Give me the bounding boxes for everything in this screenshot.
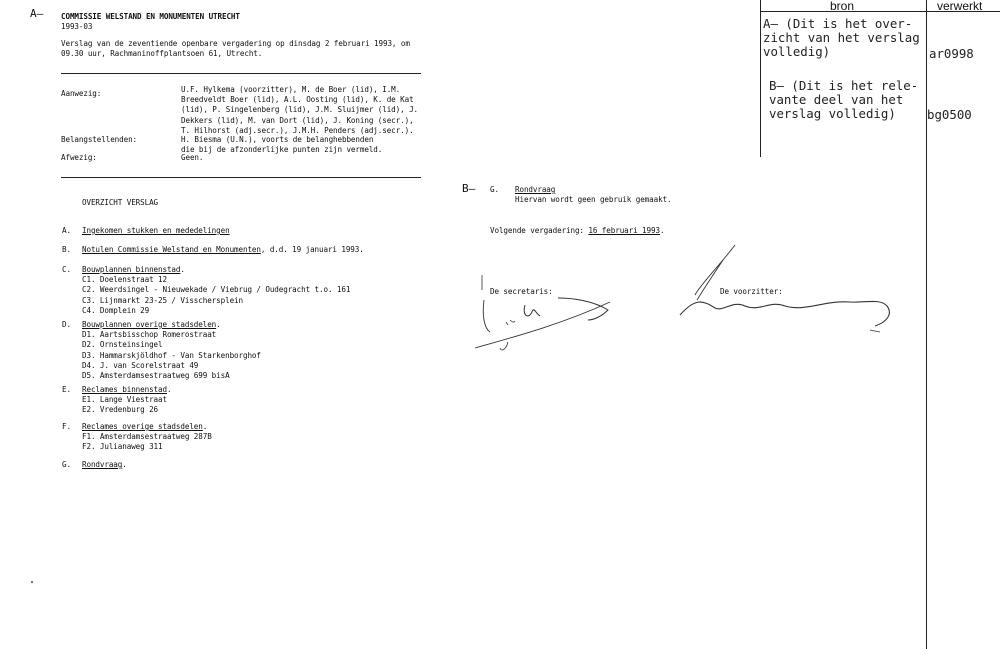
- list-item: C1. Doelenstraat 12: [82, 275, 167, 285]
- section-letter: F.: [62, 422, 71, 431]
- present-line: U.F. Hylkema (voorzitter), M. de Boer (lid), I.M.: [181, 85, 401, 94]
- section-suffix: .: [216, 320, 221, 329]
- section-letter: D.: [62, 320, 71, 329]
- scan-speck: [31, 581, 33, 583]
- intro-line-1: Verslag van de zeventiende openbare vergadering op dinsdag 2 februari 1993, om: [61, 39, 410, 48]
- next-meeting-label: Volgende vergadering:: [490, 226, 589, 235]
- secretary-label: De secretaris:: [490, 287, 553, 296]
- section-suffix: .: [202, 422, 208, 431]
- section-title: Bouwplannen overige stadsdelen: [82, 320, 217, 329]
- present-line: T. Hilhorst (adj.secr.), J.M.H. Penders (adj.secr.).: [181, 125, 414, 135]
- source-row-line: zicht van het verslag: [763, 30, 920, 45]
- source-row-line: volledig): [763, 44, 831, 59]
- next-meeting: [490, 226, 664, 236]
- section-letter: E.: [62, 385, 71, 394]
- stakeholders-line: H. Biesma (U.N.), voorts de belanghebbenden: [181, 135, 374, 144]
- section-a: [62, 226, 230, 236]
- source-row-line: B— (Dit is het rele-: [769, 78, 919, 93]
- section-title: Bouwplannen binnenstad: [82, 265, 181, 274]
- document-code: 1993-03: [61, 22, 93, 31]
- source-row-line: vante deel van het: [769, 92, 904, 107]
- section-suffix: , d.d. 19 januari 1993.: [260, 245, 364, 254]
- section-e: [62, 385, 171, 416]
- intro-line-2: 09.30 uur, Rachmaninoffplantsoen 61, Utrecht.: [61, 49, 263, 58]
- section-title: Ingekomen stukken en mededelingen: [82, 226, 230, 235]
- present-list: [181, 85, 418, 136]
- section-letter: B.: [62, 245, 71, 254]
- section-letter: A.: [62, 226, 71, 235]
- section-title: Rondvraag: [82, 460, 123, 469]
- attendance-divider: [61, 177, 421, 178]
- section-d: [62, 320, 261, 381]
- list-item: D5. Amsterdamsestraatweg 699 bisA: [82, 371, 230, 381]
- section-f: [62, 422, 212, 453]
- margin-mark-b: B—: [462, 182, 476, 195]
- source-code-b: bg0500: [927, 107, 972, 122]
- source-row-b: [769, 79, 918, 121]
- source-row-line: A— (Dit is het over-: [763, 16, 913, 31]
- absent-label: Afwezig:: [61, 153, 97, 162]
- section-b: [62, 245, 364, 255]
- section-suffix: .: [122, 460, 127, 469]
- list-item: C2. Weerdsingel - Nieuwekade / Viebrug / Oudegracht t.o. 161: [82, 285, 351, 295]
- rondvraag-title: Rondvraag: [515, 185, 556, 194]
- section-letter: G.: [62, 460, 71, 469]
- table-column-divider: [926, 0, 927, 649]
- list-item: C4. Domplein 29: [82, 305, 150, 315]
- present-line: Breedveldt Boer (lid), A.L. Oosting (lid), K. de Kat: [181, 95, 414, 105]
- present-label: Aanwezig:: [61, 89, 102, 98]
- document-org: COMMISSIE WELSTAND EN MONUMENTEN UTRECHT: [61, 12, 240, 21]
- list-item: C3. Lijnmarkt 23-25 / Visschersplein: [82, 295, 243, 305]
- rondvraag-text: Hiervan wordt geen gebruik gemaakt.: [515, 195, 672, 204]
- chair-label: De voorzitter:: [720, 287, 783, 296]
- section-g: [62, 460, 127, 470]
- present-line: (lid), P. Singelenberg (lid), J.M. Sluijmer (lid), J.: [181, 105, 419, 115]
- table-left-border: [760, 0, 761, 157]
- list-item: E2. Vredenburg 26: [82, 405, 159, 415]
- margin-mark-a: A—: [30, 7, 44, 20]
- overview-title: OVERZICHT VERSLAG: [82, 198, 159, 207]
- stakeholders-label: Belangstellenden:: [61, 135, 138, 144]
- column-header-verwerkt: verwerkt: [937, 0, 983, 13]
- list-item: D2. Ornsteinsingel: [82, 340, 163, 350]
- list-item: F1. Amsterdamsestraatweg 287B: [82, 432, 212, 442]
- section-title: Reclames overige stadsdelen: [82, 422, 203, 431]
- list-item: F2. Julianaweg 311: [82, 442, 163, 452]
- next-meeting-suffix: .: [659, 226, 665, 235]
- source-row-line: verslag volledig): [769, 106, 896, 121]
- section-suffix: .: [180, 265, 185, 274]
- section-suffix: .: [166, 385, 172, 394]
- stakeholders-list: [181, 135, 382, 155]
- section-c: [62, 265, 350, 316]
- absent-value: Geen.: [181, 153, 204, 162]
- section-title: Notulen Commissie Welstand en Monumenten: [82, 245, 261, 254]
- secretary-signature: [470, 270, 620, 355]
- present-line: Dekkers (lid), M. van Dort (lid), J. Koning (secr.),: [181, 115, 414, 125]
- rondvraag-letter: G.: [490, 185, 499, 194]
- column-header-bron: bron: [830, 0, 855, 13]
- chair-signature: [675, 240, 900, 335]
- source-row-a: [763, 17, 920, 59]
- source-code-a: ar0998: [929, 46, 974, 61]
- list-item: E1. Lange Viestraat: [82, 395, 167, 405]
- section-title: Reclames binnenstad: [82, 385, 167, 394]
- list-item: D1. Aartsbisschop Romerostraat: [82, 330, 217, 340]
- header-divider: [61, 73, 421, 74]
- next-meeting-date: 16 februari 1993: [588, 226, 660, 235]
- stakeholders-line: die bij de afzonderlijke punten zijn vermeld.: [181, 145, 383, 155]
- list-item: D3. Hammarskjöldhof - Van Starkenborghof: [82, 350, 261, 360]
- section-letter: C.: [62, 265, 71, 274]
- list-item: D4. J. van Scorelstraat 49: [82, 360, 199, 370]
